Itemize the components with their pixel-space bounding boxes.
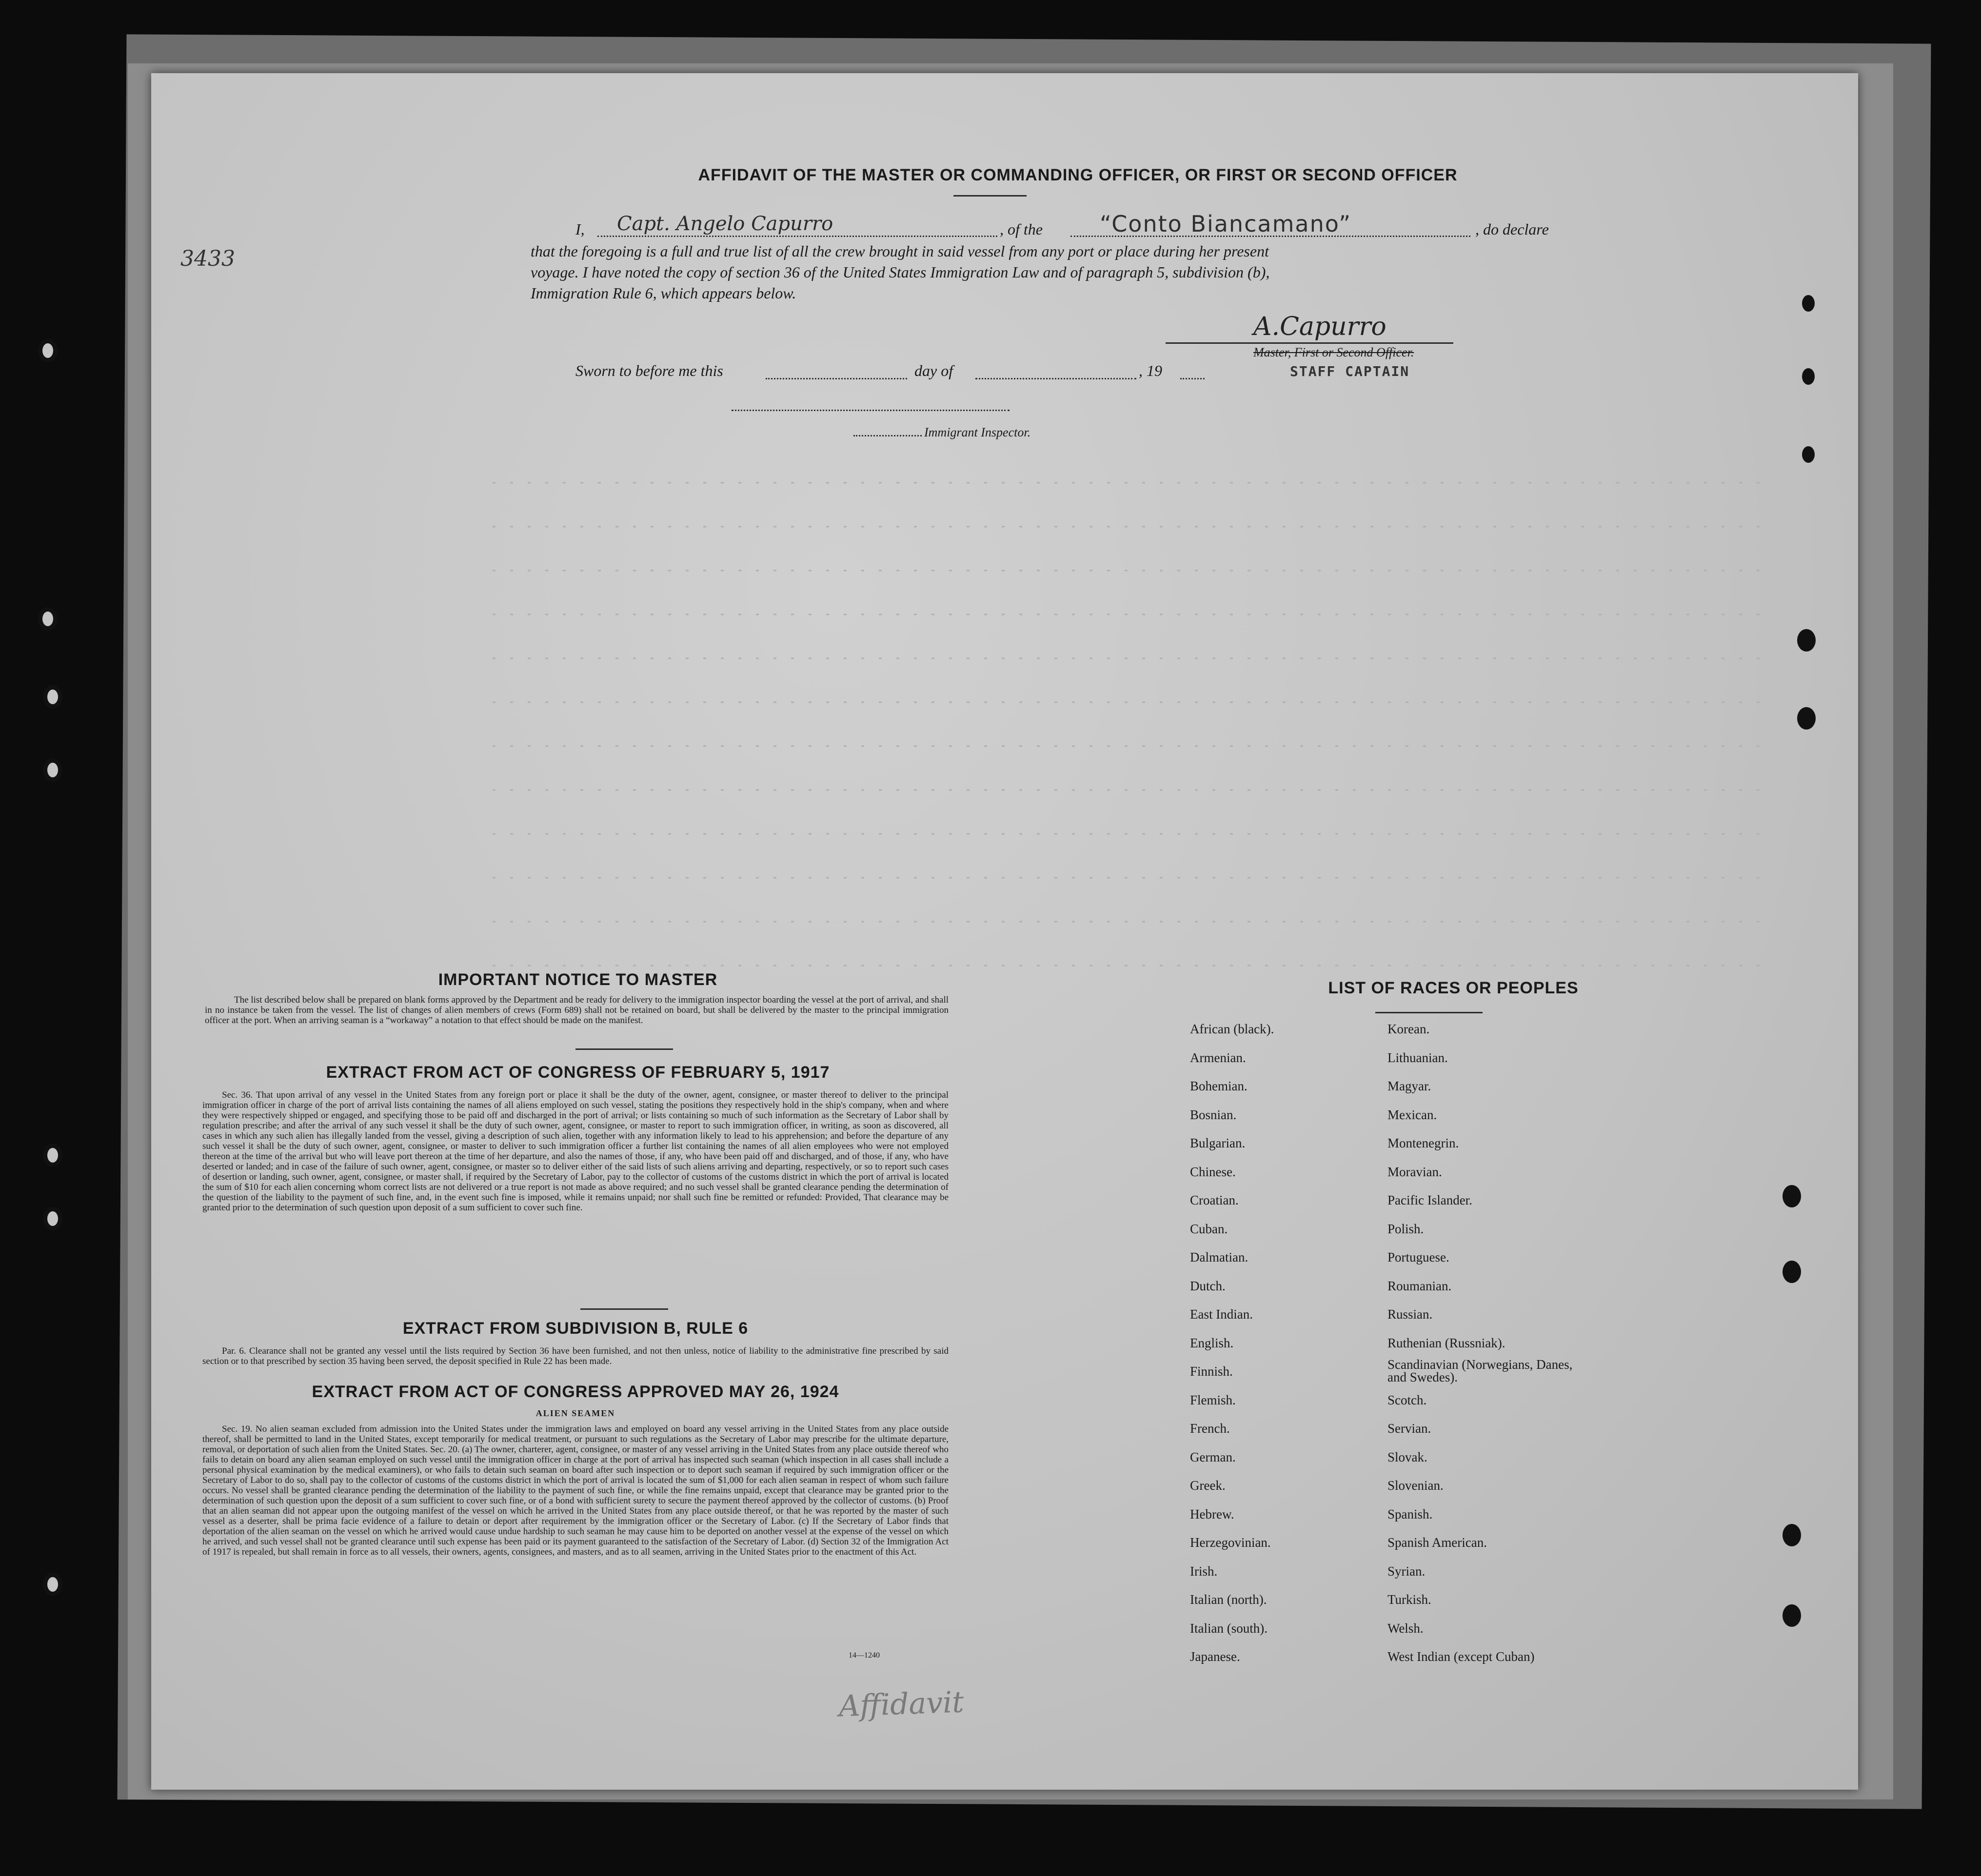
extract-1924-title: EXTRACT FROM ACT OF CONGRESS APPROVED MAY 26, 1924 (312, 1382, 839, 1401)
punch-hole-icon (1783, 1524, 1801, 1546)
affidavit-title: AFFIDAVIT OF THE MASTER OR COMMANDING OFFICER, OR FIRST OR SECOND OFFICER (698, 166, 1458, 184)
race-item: Spanish. (1387, 1506, 1433, 1521)
staff-captain-stamp: STAFF CAPTAIN (1290, 363, 1410, 379)
race-item: Japanese. (1190, 1649, 1240, 1664)
race-item: Italian (north). (1190, 1592, 1267, 1607)
punch-hole-icon (1783, 1185, 1801, 1207)
document-page (151, 73, 1858, 1790)
form-number: 14—1240 (849, 1651, 880, 1659)
declaration-line-2: that the foregoing is a full and true list of all the crew brought in said vessel from any port or place during her present (531, 242, 1269, 260)
binder-hole-icon (43, 1573, 62, 1596)
race-item: Italian (south). (1190, 1620, 1268, 1636)
race-item: Greek. (1190, 1478, 1226, 1493)
sworn-year-line (1180, 378, 1205, 379)
race-item: Welsh. (1387, 1620, 1424, 1636)
inspector-label: Immigrant Inspector. (924, 425, 1031, 439)
race-item: Scotch. (1387, 1392, 1427, 1407)
margin-mark: 3433 (180, 246, 235, 271)
officer-title-label: Master, First or Second Officer. (1253, 345, 1414, 359)
name-line (597, 236, 997, 237)
extract-rule6-title: EXTRACT FROM SUBDIVISION B, RULE 6 (402, 1319, 749, 1338)
race-item: Russian. (1387, 1307, 1433, 1322)
race-item: Pacific Islander. (1387, 1193, 1472, 1207)
race-item: Bosnian. (1190, 1107, 1237, 1122)
race-item: Finnish. (1190, 1364, 1233, 1379)
races-rule (1375, 1012, 1483, 1013)
race-item: East Indian. (1190, 1307, 1253, 1322)
master-name: Capt. Angelo Capurro (617, 213, 833, 235)
race-item: Dalmatian. (1190, 1250, 1248, 1264)
race-item: Scandinavian (Norwegians, Danes, and Swedes). (1387, 1357, 1573, 1384)
race-item: Hebrew. (1190, 1506, 1234, 1521)
punch-hole-icon (1783, 1604, 1801, 1627)
title-rule (953, 195, 1027, 197)
notice-rule (575, 1048, 673, 1050)
extract-1917-title: EXTRACT FROM ACT OF CONGRESS OF FEBRUARY 5, 1917 (326, 1063, 830, 1082)
race-item: Slovak. (1387, 1449, 1427, 1464)
punch-hole-icon (1802, 446, 1815, 463)
race-item: Chinese. (1190, 1164, 1236, 1179)
do-declare-label: , do declare (1475, 220, 1549, 238)
extract-1924-text: Sec. 19. No alien seaman excluded from admission into the United States under the immigration laws and employed on board any vessel arriving in the United States from any place outside thereof, shall be permitted to land in the United States, except temporarily for medical treatment, or pursuant to such regulations as the Secretary of Labor may prescribe for the ultimate departure, removal, or deportation of such alien from the United States. Sec. 20. (a) The owner, charterer, agent, consignee, or master of any vessel arriving in the United States from any place outside thereof who fails to detain on board any alien seaman employed on such vessel until the immigration officer in charge at the port of arrival has inspected such seaman (which inspection in all cases shall include a personal physical examination by the medical examiners), or who fails to detain such seaman on board after such inspection or to deport such seaman if required by such immigration officer or the Secretary of Labor to do so, shall pay to the collector of customs of the customs district in which the port of arrival is located the sum of $1,000 for each alien seaman in respect of whom such failure occurs. No vessel shall be granted clearance pending the determination of the liability to the payment of such fine, or while the fine remains unpaid, except that clearance may be granted prior to the determination of such question upon the deposit of a sum sufficient to cover such fine, or of a bond with sufficient surety to secure the payment thereof approved by the collector of customs. (b) Proof that an alien seaman did not appear upon the outgoing manifest of the vessel on which he arrived in the United States from any place outside thereof, or that he was reported by the master of such vessel as a deserter, shall be prima facie evidence of a failure to detain or deport after requirement by the immigration officer or the Secretary of Labor. (c) If the Secretary of Labor finds that deportation of the alien seaman on the vessel on which he arrived would cause undue hardship to such seaman he may cause him to be deported on another vessel at the expense of the vessel on which he arrived, and such vessel shall not be granted clearance until such expense has been paid or its payment guaranteed to the satisfaction of the Secretary of Labor. (d) Section 32 of the Immigration Act of 1917 is repealed, but shall remain in force as to all vessels, their owners, agents, consignees, and masters, and as to all seamen, arriving in the United States prior to the enactment of this Act. (202, 1424, 949, 1557)
race-item: Dutch. (1190, 1278, 1226, 1293)
sworn-label: Sworn to before me this (575, 362, 723, 379)
extract-rule6-text: Par. 6. Clearance shall not be granted any vessel until the lists required by Section 36 have been furnished, and not then unless, notice of liability to the administrative fine prescribed by said section or to that prescribed by section 35 having been served, the deposit specified in Rule 22 has been made. (202, 1346, 949, 1366)
pencil-scribble: Affidavit (838, 1685, 965, 1724)
race-item: German. (1190, 1449, 1236, 1464)
inspector-dot-line (853, 435, 922, 436)
race-item: Irish. (1190, 1563, 1218, 1579)
race-item: West Indian (except Cuban) (1387, 1649, 1535, 1664)
extract-1924-subtitle: ALIEN SEAMEN (535, 1408, 615, 1418)
sworn-month-line (975, 378, 1136, 379)
race-item: Ruthenian (Russniak). (1387, 1335, 1506, 1350)
race-item: Armenian. (1190, 1050, 1246, 1065)
binder-hole-icon (38, 339, 58, 362)
bleed-through-lines (151, 473, 1858, 1009)
race-item: Montenegrin. (1387, 1136, 1459, 1150)
race-item: Portuguese. (1387, 1250, 1449, 1264)
race-item: Slovenian. (1387, 1478, 1444, 1493)
inspector-signature-line (732, 410, 1010, 411)
notice-text: The list described below shall be prepared on blank forms approved by the Department and be ready for delivery to the immigration inspector boarding the vessel at the port of arrival, and shall in no instance be taken from the vessel. The list of changes of alien members of crews (Form 689) shall not be retained on board, but shall be delivered by the master to the principal immigration officer at the port. When an arriving seaman is a “workaway” a notation to that effect should be made on the manifest. (205, 995, 949, 1026)
day-of-label: day of (914, 362, 953, 379)
year-label: , 19 (1139, 362, 1162, 379)
extract-1917-text: Sec. 36. That upon arrival of any vessel in the United States from any foreign port or place it shall be the duty of the owner, agent, consignee, or master thereof to deliver to the principal immigration officer in charge of the port of arrival lists containing the names of all aliens employed on such vessel, stating the positions they respectively hold in the ship's company, when and where they were respectively shipped or engaged, and specifying those to be paid off and discharged in the port of arrival; or lists containing so much of such information as the Secretary of Labor shall by regulation prescribe; and after the arrival of any such vessel it shall be the duty of such owner, agent, consignee, or master to report to such immigration officer, in writing, as soon as discovered, all cases in which any such alien has illegally landed from the vessel, giving a description of such alien, together with any information likely to lead to his apprehension; and before the departure of any such vessel it shall be the duty of such owner, agent, consignee, or master to deliver to such immigration officer a further list containing the names of all alien employees who were not employed thereon at the time of the arrival but who will leave port thereon at the time of her departure, and also the names of those, if any, who have been paid off and discharged, and of those, if any, who have deserted or landed; and in case of the failure of such owner, agent, consignee, or master so to deliver either of the said lists of such aliens arriving and departing, respectively, or so to report such cases of desertion or landing, such owner, agent, consignee, or master shall, if required by the Secretary of Labor, pay to the collector of customs of the customs district in which the port of arrival is located the sum of $10 for each alien concerning whom correct lists are not delivered or a true report is not made as above required; and no such vessel shall be granted clearance pending the determination of the question of the liability to the payment of such fine, and, in the event such fine is imposed, while it remains unpaid; nor shall such fine be remitted or refunded: Provided, That clearance may be granted prior to the determination of such question upon deposit of a sum sufficient to cover such fine. (202, 1090, 949, 1213)
race-item: Syrian. (1387, 1563, 1426, 1579)
binder-hole-icon (43, 685, 62, 709)
signature-line (1166, 342, 1453, 344)
i-label: I, (575, 220, 585, 238)
of-the-label: , of the (1000, 220, 1043, 238)
extract-1917-rule (580, 1308, 668, 1310)
race-item: Moravian. (1387, 1164, 1442, 1179)
binder-hole-icon (38, 607, 58, 631)
declaration-line-3: voyage. I have noted the copy of section 36 of the United States Immigration Law and of paragraph 5, subdivision (b), (531, 263, 1270, 281)
race-item: French. (1190, 1421, 1230, 1436)
race-item: Korean. (1387, 1022, 1430, 1036)
declaration-line-4: Immigration Rule 6, which appears below. (531, 284, 796, 302)
officer-signature: A.Capurro (1253, 312, 1387, 341)
punch-hole-icon (1802, 295, 1815, 312)
race-item: Servian. (1387, 1421, 1431, 1436)
race-item: Spanish American. (1387, 1535, 1487, 1550)
race-item: Herzegovinian. (1190, 1535, 1271, 1550)
race-item: Mexican. (1387, 1107, 1437, 1122)
binder-hole-icon (43, 1207, 62, 1230)
notice-title: IMPORTANT NOTICE TO MASTER (438, 970, 718, 989)
race-item: Turkish. (1387, 1592, 1431, 1607)
binder-hole-icon (43, 758, 62, 782)
race-item: Flemish. (1190, 1392, 1236, 1407)
sworn-day-line (766, 378, 907, 379)
race-item: Cuban. (1190, 1221, 1228, 1236)
punch-hole-icon (1802, 368, 1815, 385)
punch-hole-icon (1783, 1261, 1801, 1283)
binder-hole-icon (43, 1144, 62, 1167)
race-item: Bohemian. (1190, 1079, 1248, 1093)
race-item: African (black). (1190, 1022, 1274, 1036)
ship-name: “Conto Biancamano” (1100, 211, 1352, 237)
race-item: Bulgarian. (1190, 1136, 1246, 1150)
race-item: English. (1190, 1335, 1234, 1350)
race-item: Polish. (1387, 1221, 1424, 1236)
race-item: Roumanian. (1387, 1278, 1452, 1293)
race-item: Magyar. (1387, 1079, 1431, 1093)
race-item: Lithuanian. (1387, 1050, 1448, 1065)
race-item: Croatian. (1190, 1193, 1239, 1207)
races-title: LIST OF RACES OR PEOPLES (1328, 979, 1579, 997)
